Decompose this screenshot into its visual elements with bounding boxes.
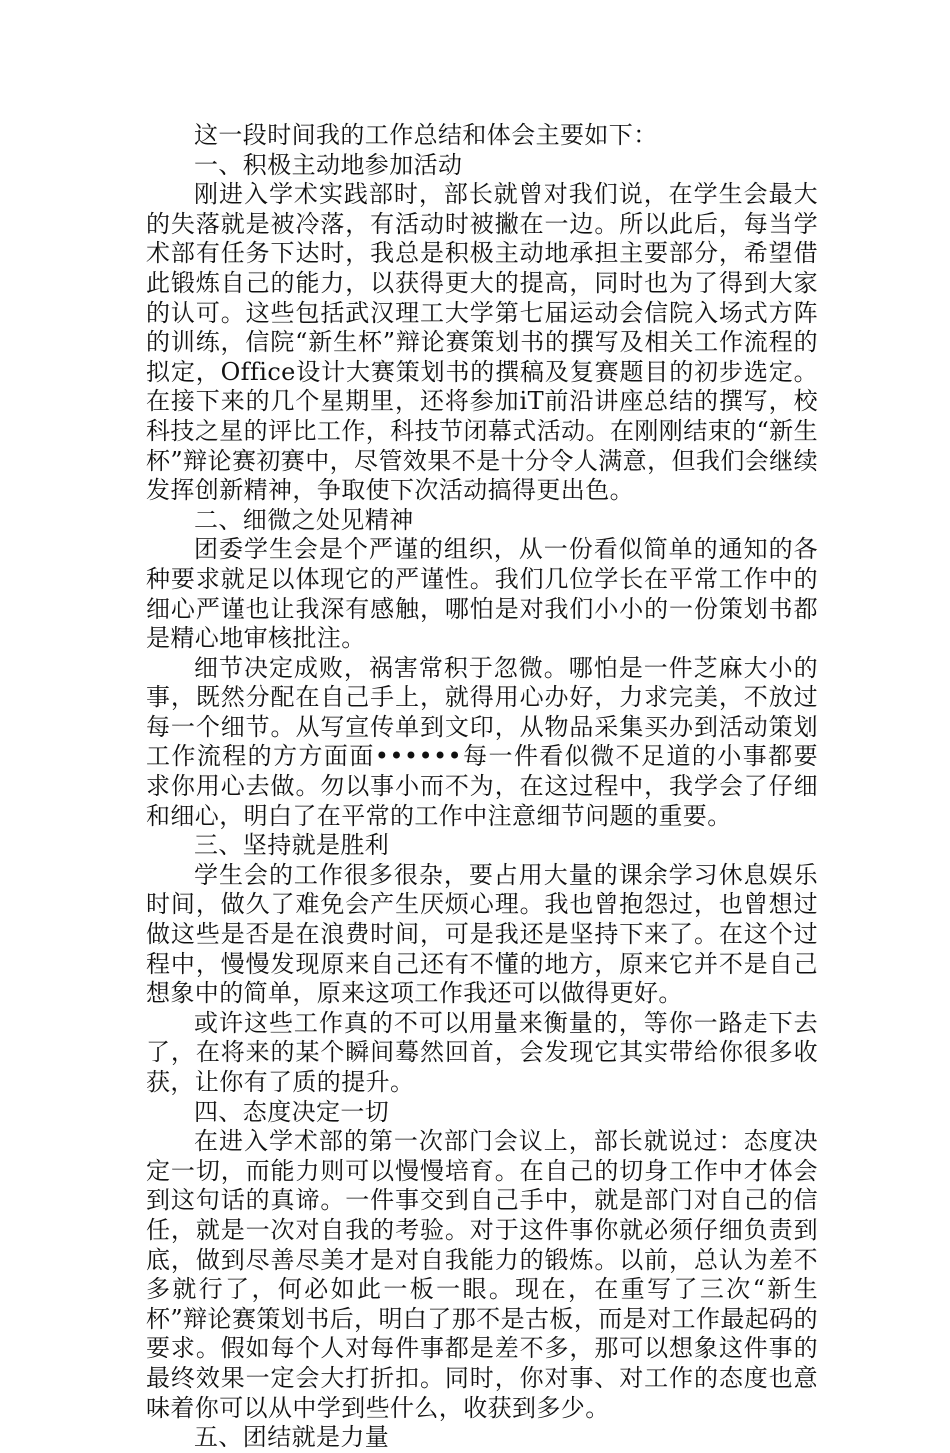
section-heading-2: 二、细微之处见精神 <box>194 505 414 534</box>
body-paragraph: 细节决定成败，祸害常积于忽微。哪怕是一件芝麻大小的事，既然分配在自己手上，就得用心办好，力求完美，不放过每一个细节。从写宣传单到文印，从物品采集买办到活动策划工作流程的方方面面••••••每一件看似微不足道的小事都要求你用心去做。勿以事小而不为，在这过程中，我学会了仔细和细心，明白了在平常的工作中注意细节问题的重要。 <box>146 653 818 830</box>
section-heading-1: 一、积极主动地参加活动 <box>194 150 463 179</box>
body-paragraph: 学生会的工作很多很杂，要占用大量的课余学习休息娱乐时间，做久了难免会产生厌烦心理。我也曾抱怨过，也曾想过做这些是否是在浪费时间，可是我还是坚持下来了。在这个过程中，慢慢发现原来自己还有不懂的地方，原来它并不是自己想象中的简单，原来这项工作我还可以做得更好。 <box>146 860 818 1008</box>
body-paragraph: 或许这些工作真的不可以用量来衡量的，等你一路走下去了，在将来的某个瞬间蓦然回首，会发现它其实带给你很多收获，让你有了质的提升。 <box>146 1008 818 1096</box>
body-paragraph: 团委学生会是个严谨的组织，从一份看似简单的通知的各种要求就足以体现它的严谨性。我们几位学长在平常工作中的细心严谨也让我深有感触，哪怕是对我们小小的一份策划书都是精心地审核批注。 <box>146 535 818 653</box>
section-heading-4: 四、态度决定一切 <box>194 1097 390 1126</box>
body-paragraph: 在进入学术部的第一次部门会议上，部长就说过：态度决定一切，而能力则可以慢慢培育。在自己的切身工作中才体会到这句话的真谛。一件事交到自己手中，就是部门对自己的信任，就是一次对自我的考验。对于这件事你就必须仔细负责到底，做到尽善尽美才是对自我能力的锻炼。以前，总认为差不多就行了，何必如此一板一眼。现在，在重写了三次“新生杯”辩论赛策划书后，明白了那不是古板，而是对工作最起码的要求。假如每个人对每件事都是差不多，那可以想象这件事的最终效果一定会大打折扣。同时，你对事、对工作的态度也意味着你可以从中学到些什么，收获到多少。 <box>146 1127 818 1422</box>
section-heading-5: 五、团结就是力量 <box>194 1423 390 1452</box>
body-paragraph: 刚进入学术实践部时，部长就曾对我们说，在学生会最大的失落就是被冷落，有活动时被撇在一边。所以此后，每当学术部有任务下达时，我总是积极主动地承担主要部分，希望借此锻炼自己的能力，以获得更大的提高，同时也为了得到大家的认可。这些包括武汉理工大学第七届运动会信院入场式方阵的训练，信院“新生杯”辩论赛策划书的撰写及相关工作流程的拟定，Office设计大赛策划书的撰稿及复赛题目的初步选定。在接下来的几个星期里，还将参加iT前沿讲座总结的撰写，校科技之星的评比工作，科技节闭幕式活动。在刚刚结束的“新生杯”辩论赛初赛中，尽管效果不是十分令人满意，但我们会继续发挥创新精神，争取使下次活动搞得更出色。 <box>146 180 818 505</box>
intro-paragraph: 这一段时间我的工作总结和体会主要如下： <box>194 121 658 149</box>
document-body <box>146 121 818 1453</box>
section-heading-3: 三、坚持就是胜利 <box>194 831 390 860</box>
